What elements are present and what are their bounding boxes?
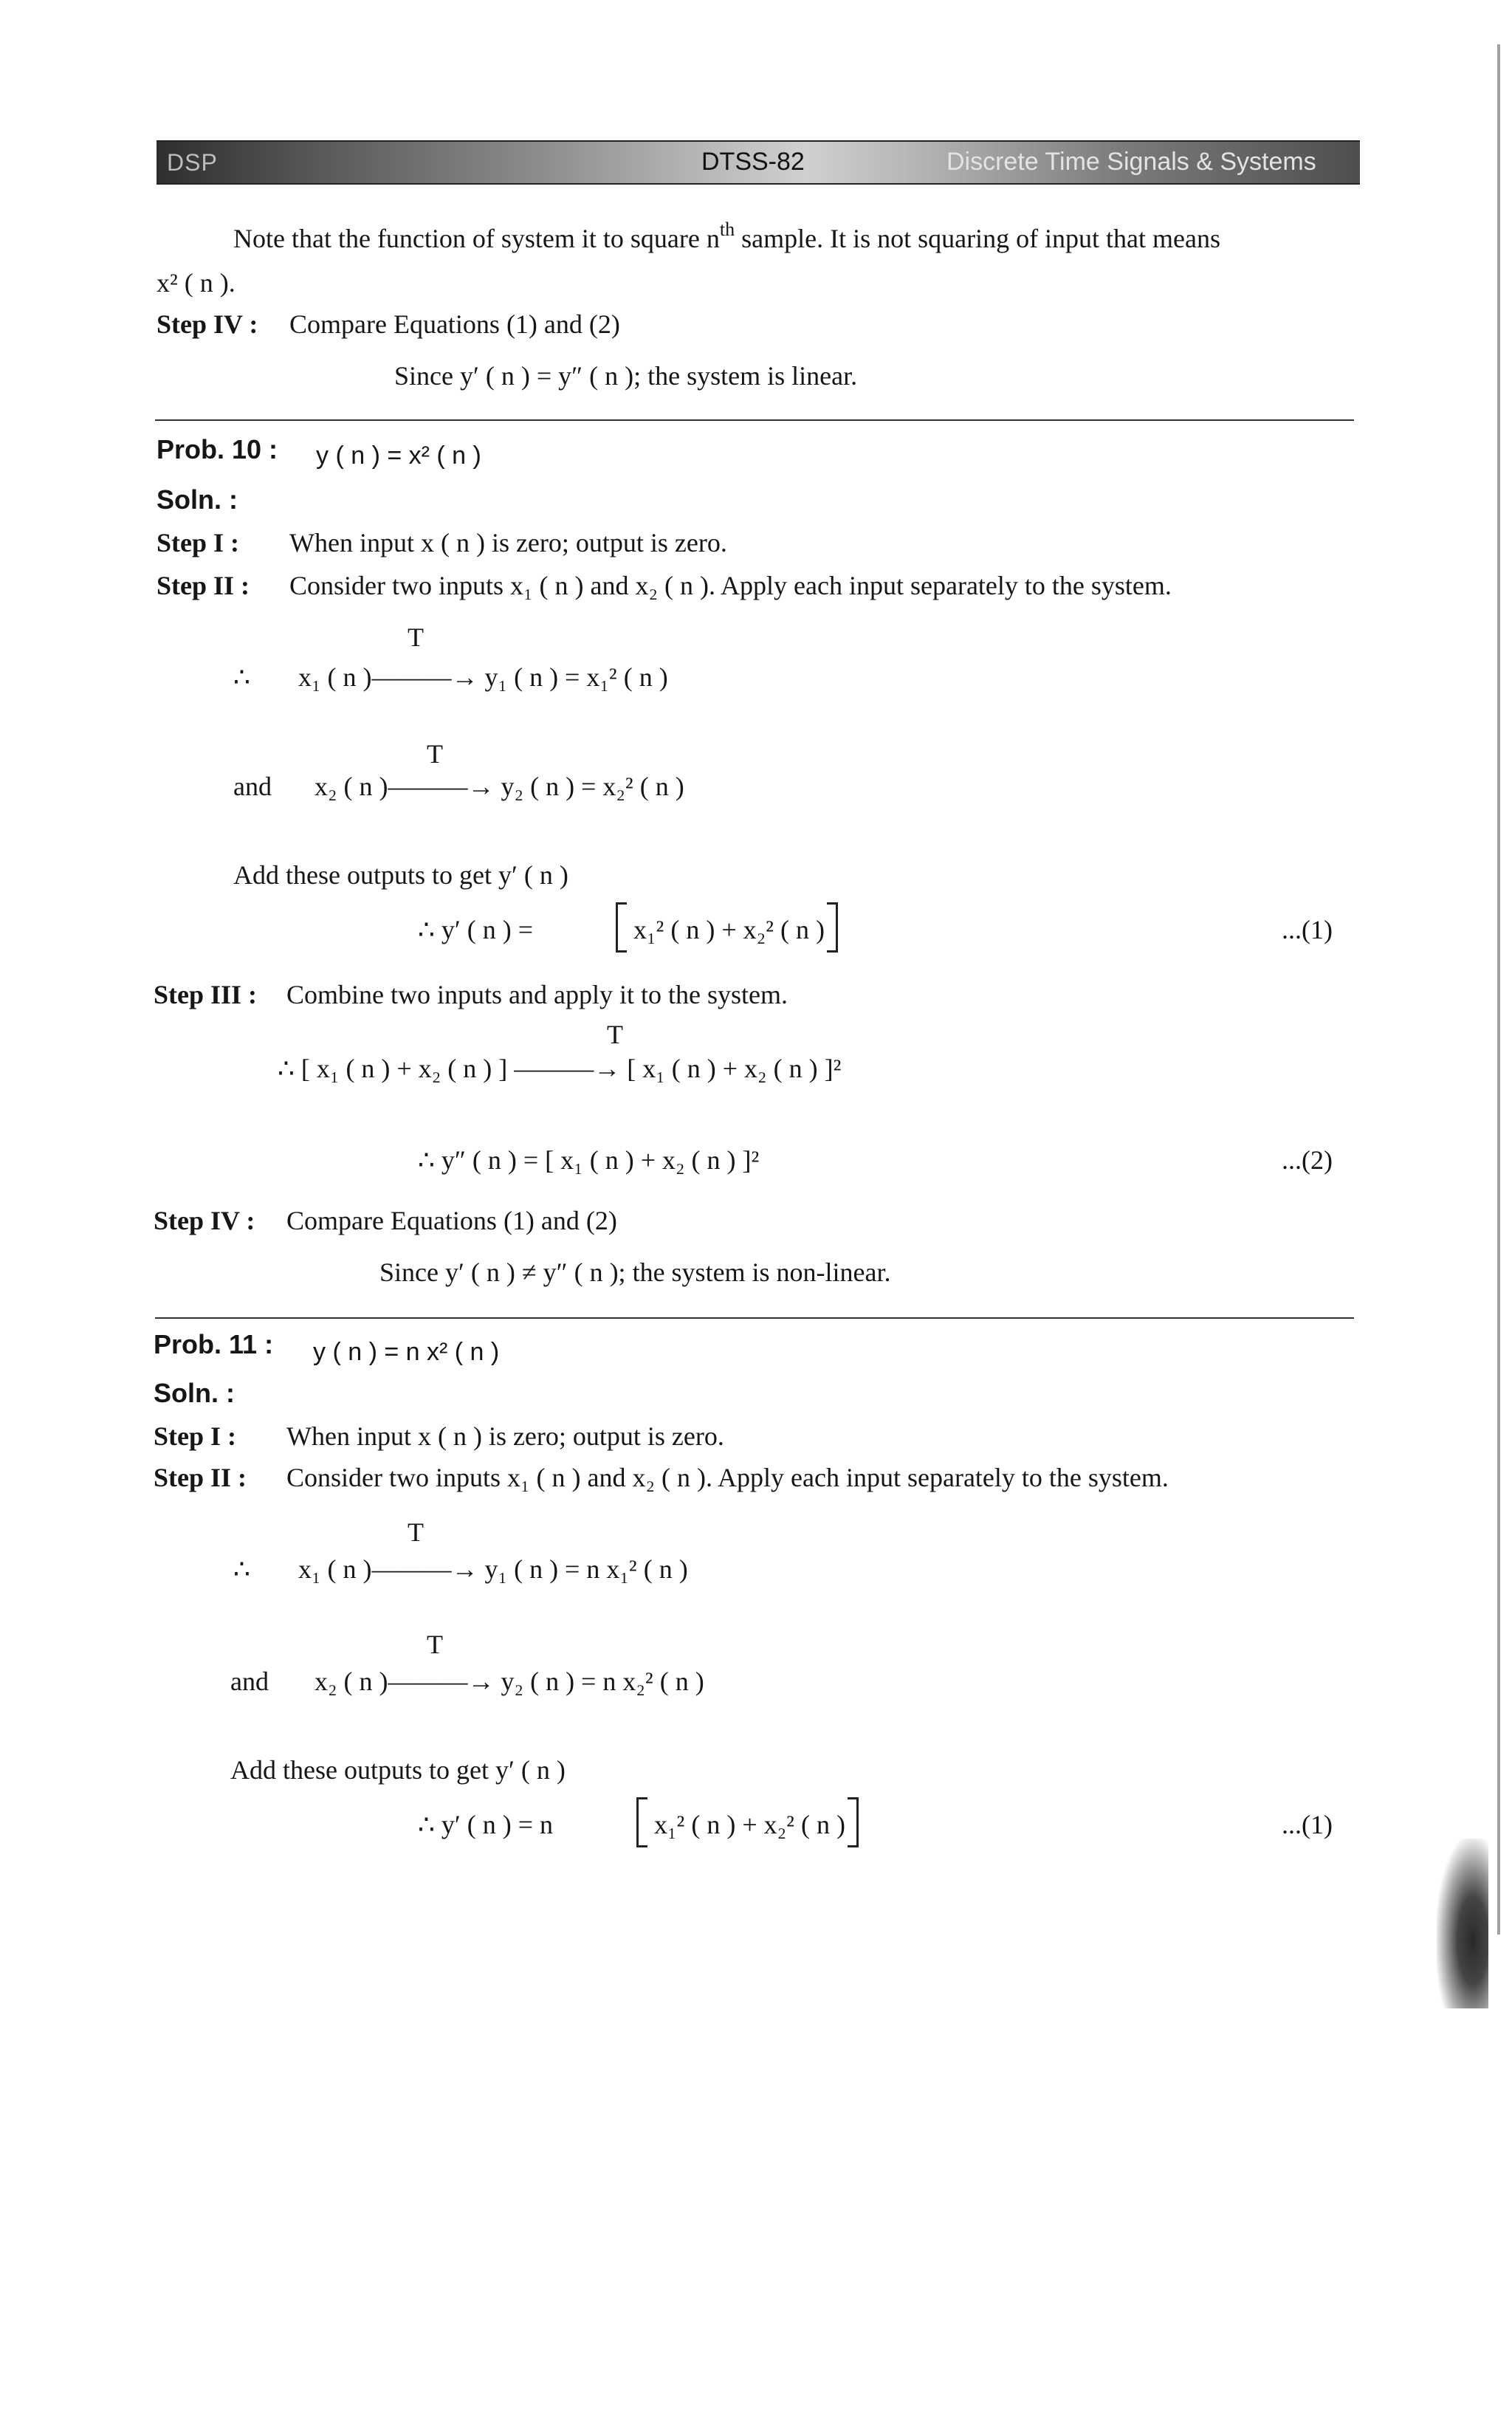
prob10-eq1-tag: ...(1): [1282, 915, 1333, 944]
prob11-transform-t2: T: [427, 1630, 443, 1659]
prob10-eq2-tag: ...(2): [1282, 1145, 1333, 1175]
prob10-and: and: [233, 772, 272, 801]
header-left-text: DSP: [167, 149, 218, 176]
prob10-mapping-1: x₁ ( n )———→ y₁ ( n ) = x₁² ( n ): [298, 662, 668, 692]
prob11-add-outputs: Add these outputs to get y′ ( n ): [230, 1755, 566, 1785]
prob10-step3-label: Step III :: [154, 980, 258, 1009]
intro-step4-label: Step IV :: [157, 309, 258, 339]
prob10-eq1-rhs: x₁² ( n ) + x₂² ( n ): [633, 915, 825, 944]
scan-binding-edge: [1497, 44, 1500, 1935]
prob10-transform-t2: T: [427, 739, 443, 769]
section-divider-1: [155, 419, 1354, 421]
prob10-eq1-left-bracket: [616, 902, 627, 953]
prob10-therefore-1: ∴: [233, 662, 250, 692]
section-divider-2: [155, 1317, 1354, 1319]
prob10-add-outputs: Add these outputs to get y′ ( n ): [233, 860, 568, 890]
prob11-soln: Soln. :: [154, 1378, 235, 1408]
header-chapter-title: Discrete Time Signals & Systems: [946, 148, 1316, 176]
prob11-step2-text: Consider two inputs x₁ ( n ) and x₂ ( n ). Apply each input separately to the system.: [286, 1463, 1169, 1492]
prob10-mapping-2: x₂ ( n )———→ y₂ ( n ) = x₂² ( n ): [315, 772, 684, 801]
prob11-label: Prob. 11 :: [154, 1329, 274, 1359]
prob10-soln: Soln. :: [157, 484, 238, 515]
prob11-eq1-left-bracket: [636, 1797, 647, 1847]
prob10-eq1-right-bracket: [827, 902, 838, 953]
prob11-eq1-right-bracket: [848, 1797, 859, 1847]
intro-note-line1: Note that the function of system it to square $n^{th}$ sample. It is not squaring of input that means: [233, 219, 1221, 253]
prob10-step4-text: Compare Equations (1) and (2): [286, 1206, 617, 1235]
prob11-therefore-1: ∴: [233, 1554, 250, 1584]
prob11-step2-label: Step II :: [154, 1463, 247, 1492]
prob10-transform-t3: T: [607, 1020, 623, 1049]
prob11-equation: y ( n ) = n x² ( n ): [313, 1338, 500, 1366]
prob11-eq1-rhs: x₁² ( n ) + x₂² ( n ): [654, 1810, 845, 1839]
scan-ink-blot: [1437, 1839, 1488, 2008]
prob10-step2-label: Step II :: [157, 571, 250, 600]
prob10-step4-label: Step IV :: [154, 1206, 255, 1235]
prob11-and: and: [230, 1667, 269, 1696]
intro-step4-text: Compare Equations (1) and (2): [289, 309, 620, 339]
header-page-number: DTSS-82: [701, 148, 805, 176]
prob11-step1-text: When input x ( n ) is zero; output is zero.: [286, 1421, 724, 1451]
prob11-eq1-tag: ...(1): [1282, 1810, 1333, 1839]
prob11-mapping-2: x₂ ( n )———→ y₂ ( n ) = n x₂² ( n ): [315, 1667, 704, 1696]
prob11-transform-t1: T: [408, 1517, 424, 1547]
prob11-mapping-1: x₁ ( n )———→ y₁ ( n ) = n x₁² ( n ): [298, 1554, 688, 1584]
intro-since-linear: Since y′ ( n ) = y″ ( n ); the system is linear.: [394, 361, 858, 391]
prob10-transform-t1: T: [408, 622, 424, 652]
prob10-since-nonlinear: Since y′ ( n ) ≠ y″ ( n ); the system is non-linear.: [379, 1257, 891, 1287]
prob11-eq1-lhs: ∴ y′ ( n ) = n: [418, 1810, 554, 1839]
prob10-step1-text: When input x ( n ) is zero; output is zero.: [289, 528, 727, 557]
prob10-step3-text: Combine two inputs and apply it to the system.: [286, 980, 788, 1009]
prob10-eq2: ∴ y″ ( n ) = [ x₁ ( n ) + x₂ ( n ) ]²: [418, 1145, 760, 1175]
prob10-label: Prob. 10 :: [157, 434, 278, 464]
prob10-equation: y ( n ) = x² ( n ): [316, 442, 481, 470]
running-header: [157, 140, 1360, 185]
prob10-step2-text: Consider two inputs x₁ ( n ) and x₂ ( n ). Apply each input separately to the system.: [289, 571, 1172, 600]
prob11-step1-label: Step I :: [154, 1421, 237, 1451]
intro-note-line2: x² ( n ).: [157, 268, 236, 298]
prob10-step1-label: Step I :: [157, 528, 240, 557]
prob10-mapping-3: ∴ [ x₁ ( n ) + x₂ ( n ) ] ———→ [ x₁ ( n ) + x₂ ( n ) ]²: [278, 1054, 842, 1083]
prob10-eq1-lhs: ∴ y′ ( n ) =: [418, 915, 534, 944]
